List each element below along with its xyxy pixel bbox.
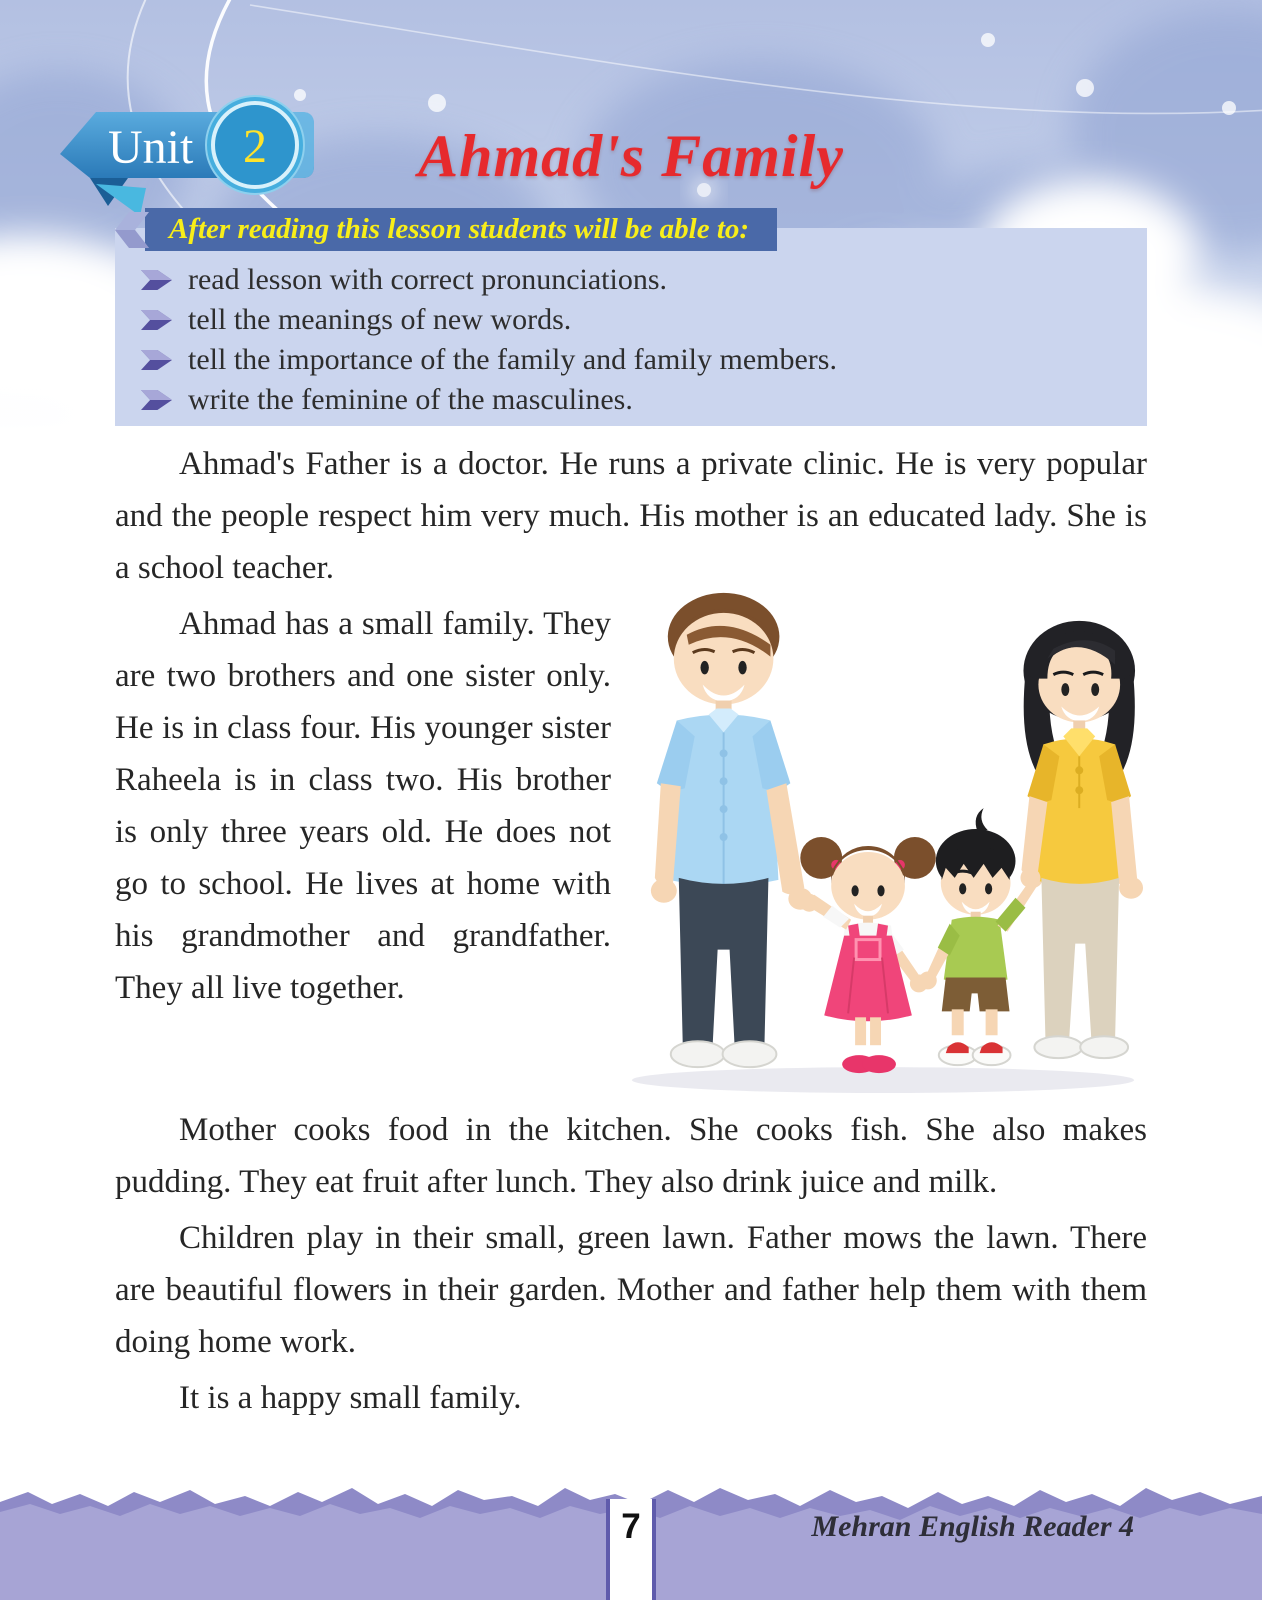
chevron-left-icon (115, 212, 151, 248)
page-footer (0, 1482, 1262, 1600)
objective-text: tell the meanings of new words. (188, 303, 572, 336)
unit-number: 2 (243, 120, 267, 173)
objective-item (141, 380, 1137, 420)
unit-label: Unit (108, 121, 194, 174)
arrow-bullet-icon (141, 388, 172, 412)
arrow-bullet-icon (141, 268, 172, 292)
family-of-four-illustration (619, 576, 1147, 1100)
paragraph-5: It is a happy small family. (179, 1380, 522, 1416)
paragraph-4: Children play in their small, green lawn. Father mows the lawn. There are beautiful flowers in their garden. Mother and father help them with them doing home work. (115, 1220, 1147, 1360)
page-number: 7 (621, 1507, 641, 1546)
objective-item (141, 340, 1137, 380)
objective-text: read lesson with correct pronunciations. (188, 263, 668, 296)
objective-text: tell the importance of the family and family members. (188, 343, 837, 376)
lesson-content (115, 213, 1147, 1428)
objectives-box (115, 213, 1147, 426)
arrow-bullet-icon (141, 308, 172, 332)
objectives-heading-banner (145, 208, 777, 251)
book-title: Mehran English Reader 4 (811, 1510, 1134, 1543)
paragraph-3: Mother cooks food in the kitchen. She cooks fish. She also makes pudding. They eat fruit after lunch. They also drink juice and milk. (115, 1112, 1147, 1200)
paragraph-1: Ahmad's Father is a doctor. He runs a private clinic. He is very popular and the people respect him very much. His mother is an educated lady. She is a school teacher. (115, 446, 1147, 586)
daughter-figure (800, 837, 935, 1073)
father-figure (651, 593, 812, 1067)
objective-item (141, 300, 1137, 340)
objectives-heading: After reading this lesson students will be able to: (169, 213, 750, 245)
paragraph-2-text: Ahmad has a small family. They are two brothers and one sister only. He is in class four. His younger sister Raheela is in class two. His brother is only three years old. He does not go to school. He lives at home with his grandmother and grandfather. They all live together. (115, 606, 611, 1006)
page-number-strip (606, 1499, 656, 1600)
arrow-bullet-icon (141, 348, 172, 372)
mother-figure (1020, 621, 1143, 1058)
objective-item (141, 260, 1137, 300)
son-figure (919, 808, 1043, 1065)
page-title: Ahmad's Family (418, 123, 844, 189)
objective-text: write the feminine of the masculines. (188, 383, 633, 416)
